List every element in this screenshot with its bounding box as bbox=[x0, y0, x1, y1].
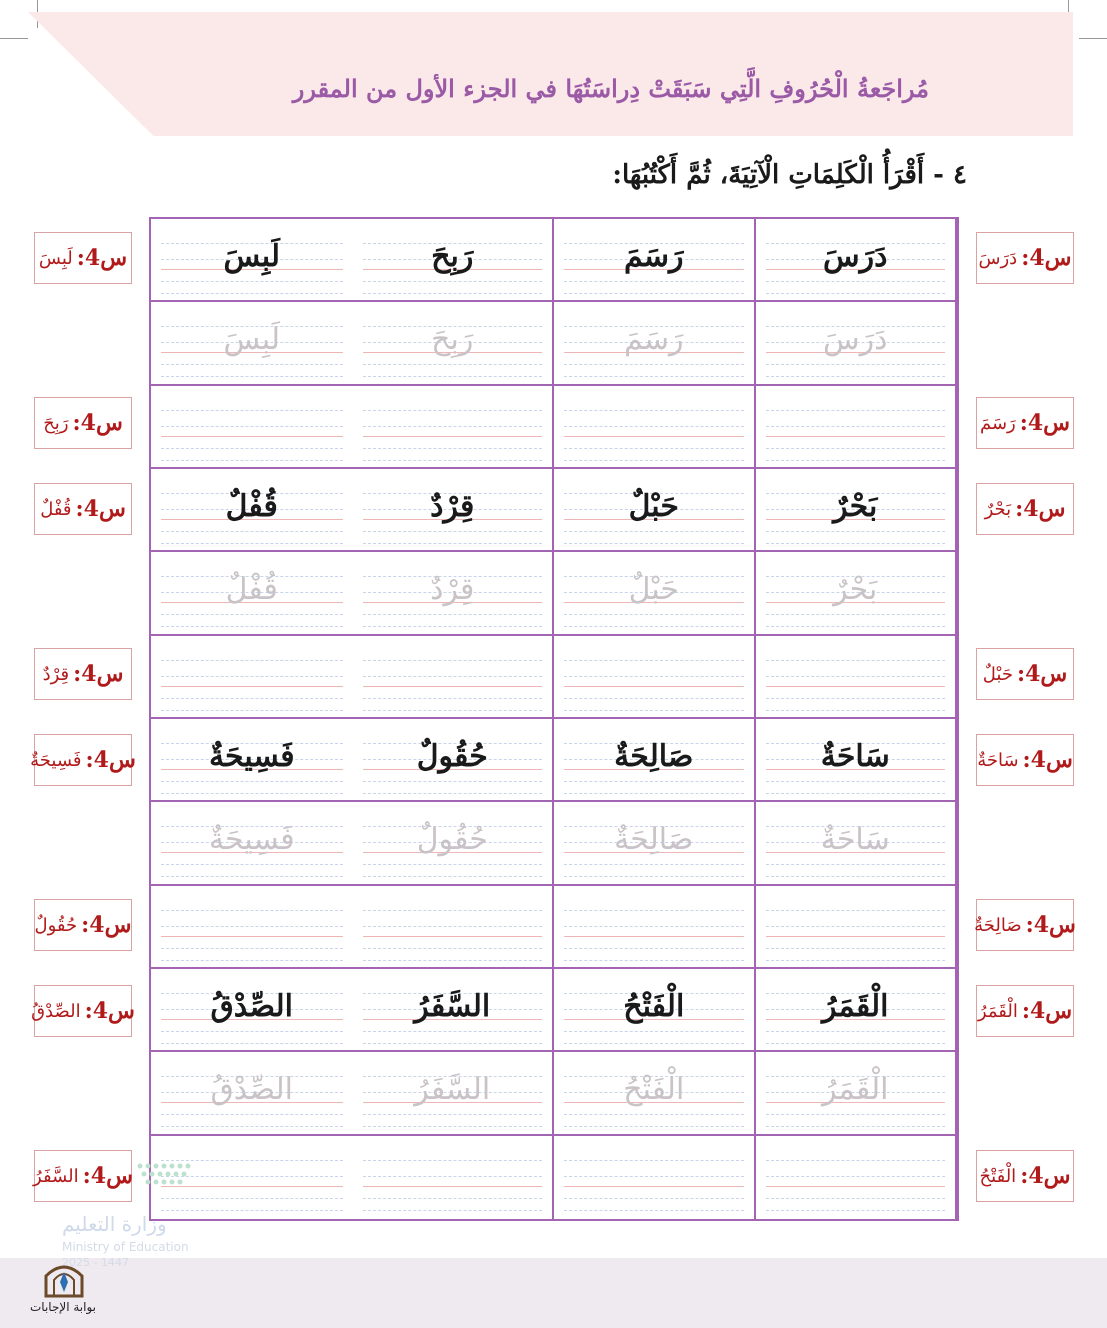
word-cell bbox=[554, 969, 756, 1052]
answer-label bbox=[976, 899, 1074, 951]
writing-cell[interactable] bbox=[151, 386, 353, 469]
reading-word: صَالِحَةٌ bbox=[614, 739, 694, 774]
word-cell bbox=[353, 469, 555, 552]
guide-line bbox=[766, 281, 946, 282]
reading-word: حَبْلٌ bbox=[628, 489, 679, 524]
guide-line bbox=[363, 614, 543, 615]
word-cell bbox=[151, 219, 353, 302]
answer-question-number: س4: bbox=[1021, 245, 1072, 271]
writing-cell[interactable] bbox=[353, 886, 555, 969]
guide-line bbox=[564, 426, 744, 427]
guide-line bbox=[766, 1210, 946, 1211]
guide-line bbox=[564, 531, 744, 532]
guide-line bbox=[766, 936, 946, 937]
guide-line bbox=[564, 1114, 744, 1115]
ministry-logo-icon bbox=[130, 1160, 200, 1190]
reading-word: قُفْلٌ bbox=[225, 489, 278, 524]
guide-line bbox=[766, 793, 946, 794]
answer-question-number: س4: bbox=[81, 912, 132, 938]
word-cell bbox=[756, 1052, 958, 1135]
answer-label bbox=[34, 397, 132, 449]
guide-line bbox=[363, 676, 543, 677]
answer-word: الْقَمَرُ bbox=[977, 1000, 1018, 1022]
guide-line bbox=[766, 1114, 946, 1115]
guide-line bbox=[766, 876, 946, 877]
guide-line bbox=[564, 460, 744, 461]
guide-line bbox=[161, 926, 343, 927]
writing-cell[interactable] bbox=[353, 386, 555, 469]
word-cell bbox=[554, 552, 756, 635]
tracing-word: السَّفَرُ bbox=[414, 1072, 491, 1108]
crop-mark bbox=[0, 38, 28, 39]
word-cell bbox=[151, 552, 353, 635]
answer-question-number: س4: bbox=[72, 410, 123, 436]
guide-line bbox=[363, 960, 543, 961]
reading-word: فَسِيحَةٌ bbox=[208, 739, 295, 774]
word-cell bbox=[554, 1052, 756, 1135]
guide-line bbox=[363, 686, 543, 687]
tracing-word: فَسِيحَةٌ bbox=[208, 822, 295, 858]
guide-line bbox=[363, 793, 543, 794]
guide-line bbox=[363, 1198, 543, 1199]
word-cell bbox=[353, 719, 555, 802]
tracing-word: قُفْلٌ bbox=[225, 572, 278, 608]
ministry-year: 2025 - 1447 bbox=[62, 1256, 129, 1269]
guide-line bbox=[363, 698, 543, 699]
guide-line bbox=[564, 281, 744, 282]
answer-label bbox=[34, 1150, 132, 1202]
guide-line bbox=[161, 460, 343, 461]
answer-word: قُفْلٌ bbox=[40, 498, 72, 520]
reading-word: سَاحَةٌ bbox=[820, 739, 890, 774]
answer-word: الْفَتْحُ bbox=[979, 1165, 1017, 1187]
guide-line bbox=[161, 936, 343, 937]
word-cell bbox=[756, 719, 958, 802]
answer-word: لَبِسَ bbox=[38, 247, 73, 269]
guide-line bbox=[161, 864, 343, 865]
reading-word: الْفَتْحُ bbox=[623, 989, 685, 1024]
word-cell bbox=[756, 219, 958, 302]
word-cell bbox=[151, 969, 353, 1052]
guide-line bbox=[766, 1186, 946, 1187]
guide-line bbox=[363, 410, 543, 411]
guide-line bbox=[564, 293, 744, 294]
guide-line bbox=[363, 1043, 543, 1044]
writing-cell[interactable] bbox=[554, 886, 756, 969]
guide-line bbox=[363, 448, 543, 449]
guide-line bbox=[161, 448, 343, 449]
word-cell bbox=[353, 302, 555, 385]
guide-line bbox=[564, 364, 744, 365]
guide-line bbox=[766, 410, 946, 411]
reading-word: الْقَمَرُ bbox=[821, 989, 889, 1024]
guide-line bbox=[564, 781, 744, 782]
guide-line bbox=[766, 376, 946, 377]
banner-title: مُراجَعةُ الْحُرُوفِ الَّتِي سَبَقَتْ دِراسَتُهَا في الجزء الأول من المقرر bbox=[292, 74, 929, 103]
guide-line bbox=[161, 1126, 343, 1127]
word-cell bbox=[353, 219, 555, 302]
answer-question-number: س4: bbox=[85, 747, 136, 773]
word-cell bbox=[151, 1052, 353, 1135]
guide-line bbox=[564, 1198, 744, 1199]
guide-line bbox=[766, 781, 946, 782]
guide-line bbox=[161, 876, 343, 877]
guide-line bbox=[766, 910, 946, 911]
guide-line bbox=[564, 960, 744, 961]
guide-line bbox=[161, 1043, 343, 1044]
guide-line bbox=[564, 543, 744, 544]
guide-line bbox=[363, 710, 543, 711]
guide-line bbox=[766, 614, 946, 615]
guide-line bbox=[766, 926, 946, 927]
writing-grid bbox=[149, 217, 959, 1221]
answer-question-number: س4: bbox=[1019, 410, 1071, 436]
guide-line bbox=[766, 543, 946, 544]
guide-line bbox=[363, 436, 543, 437]
writing-cell[interactable] bbox=[554, 1136, 756, 1219]
word-cell bbox=[353, 802, 555, 885]
guide-line bbox=[363, 660, 543, 661]
reading-word: لَبِسَ bbox=[223, 239, 280, 274]
guide-line bbox=[766, 948, 946, 949]
guide-line bbox=[363, 1160, 543, 1161]
guide-line bbox=[766, 686, 946, 687]
guide-line bbox=[363, 531, 543, 532]
brand-name: بوابة الإجابات bbox=[30, 1300, 97, 1314]
guide-line bbox=[766, 531, 946, 532]
word-cell bbox=[756, 802, 958, 885]
reading-word: رَبِحَ bbox=[431, 239, 474, 274]
guide-line bbox=[564, 1176, 744, 1177]
guide-line bbox=[363, 864, 543, 865]
guide-line bbox=[161, 1210, 343, 1211]
guide-line bbox=[766, 1160, 946, 1161]
guide-line bbox=[564, 410, 744, 411]
word-cell bbox=[353, 552, 555, 635]
reading-word: السَّفَرُ bbox=[414, 989, 491, 1024]
word-cell bbox=[554, 802, 756, 885]
reading-word: حُقُولٌ bbox=[416, 739, 488, 774]
answer-word: صَالِحَةٌ bbox=[974, 914, 1022, 936]
guide-line bbox=[161, 960, 343, 961]
guide-line bbox=[564, 1043, 744, 1044]
tracing-word: رَسَمَ bbox=[623, 322, 684, 358]
guide-line bbox=[363, 876, 543, 877]
guide-line bbox=[564, 686, 744, 687]
reading-word: الصِّدْقُ bbox=[210, 989, 293, 1024]
tracing-word: الْفَتْحُ bbox=[623, 1072, 685, 1108]
guide-line bbox=[363, 281, 543, 282]
guide-line bbox=[363, 1114, 543, 1115]
writing-cell[interactable] bbox=[554, 636, 756, 719]
guide-line bbox=[564, 1186, 744, 1187]
writing-cell[interactable] bbox=[756, 386, 958, 469]
guide-line bbox=[363, 293, 543, 294]
answer-question-number: س4: bbox=[1020, 1163, 1071, 1189]
word-cell bbox=[151, 802, 353, 885]
guide-line bbox=[766, 710, 946, 711]
guide-line bbox=[766, 676, 946, 677]
guide-line bbox=[161, 281, 343, 282]
tracing-word: الصِّدْقُ bbox=[210, 1072, 293, 1108]
answer-word: دَرَسَ bbox=[978, 247, 1018, 269]
answer-word: رَبِحَ bbox=[43, 412, 69, 434]
answer-word: حَبْلٌ bbox=[982, 663, 1013, 685]
guide-line bbox=[564, 626, 744, 627]
guide-line bbox=[564, 926, 744, 927]
page-footer bbox=[0, 1258, 1107, 1328]
answer-word: الصِّدْقُ bbox=[31, 1000, 81, 1022]
guide-line bbox=[564, 1126, 744, 1127]
answer-question-number: س4: bbox=[82, 1163, 133, 1189]
answer-label bbox=[34, 648, 132, 700]
guide-line bbox=[766, 864, 946, 865]
guide-line bbox=[161, 436, 343, 437]
guide-line bbox=[161, 364, 343, 365]
guide-line bbox=[363, 376, 543, 377]
guide-line bbox=[766, 364, 946, 365]
word-cell bbox=[554, 469, 756, 552]
tracing-word: بَحْرٌ bbox=[833, 572, 878, 608]
guide-line bbox=[161, 1114, 343, 1115]
guide-line bbox=[363, 1176, 543, 1177]
guide-line bbox=[564, 1031, 744, 1032]
tracing-word: دَرَسَ bbox=[823, 322, 888, 358]
guide-line bbox=[564, 660, 744, 661]
answer-label bbox=[34, 899, 132, 951]
guide-line bbox=[766, 626, 946, 627]
guide-line bbox=[161, 626, 343, 627]
guide-line bbox=[766, 460, 946, 461]
guide-line bbox=[161, 793, 343, 794]
guide-line bbox=[564, 936, 744, 937]
word-cell bbox=[756, 552, 958, 635]
writing-cell[interactable] bbox=[756, 1136, 958, 1219]
guide-line bbox=[766, 436, 946, 437]
guide-line bbox=[766, 448, 946, 449]
tracing-word: صَالِحَةٌ bbox=[614, 822, 694, 858]
tracing-word: سَاحَةٌ bbox=[820, 822, 890, 858]
word-cell bbox=[756, 302, 958, 385]
guide-line bbox=[161, 710, 343, 711]
word-cell bbox=[151, 469, 353, 552]
guide-line bbox=[766, 426, 946, 427]
guide-line bbox=[161, 531, 343, 532]
guide-line bbox=[161, 1031, 343, 1032]
answer-word: رَسَمَ bbox=[979, 412, 1016, 434]
answer-question-number: س4: bbox=[76, 245, 128, 271]
answer-label bbox=[976, 648, 1074, 700]
answer-question-number: س4: bbox=[1016, 661, 1068, 687]
guide-line bbox=[766, 1126, 946, 1127]
tracing-word: الْقَمَرُ bbox=[821, 1072, 889, 1108]
guide-line bbox=[564, 876, 744, 877]
guide-line bbox=[766, 1031, 946, 1032]
answer-question-number: س4: bbox=[1015, 496, 1066, 522]
guide-line bbox=[564, 910, 744, 911]
word-cell bbox=[756, 469, 958, 552]
guide-line bbox=[564, 1210, 744, 1211]
guide-line bbox=[564, 436, 744, 437]
answer-word: بَحْرٌ bbox=[984, 498, 1012, 520]
guide-line bbox=[161, 426, 343, 427]
question-heading: ٤ - أَقْرَأُ الْكَلِمَاتِ الْآتِيَةَ، ثُمَّ أَكْتُبُهَا: bbox=[612, 160, 967, 190]
tracing-word: حَبْلٌ bbox=[628, 572, 679, 608]
word-cell bbox=[554, 302, 756, 385]
guide-line bbox=[564, 793, 744, 794]
word-cell bbox=[151, 302, 353, 385]
tracing-word: قِرْدٌ bbox=[430, 572, 475, 608]
reading-word: دَرَسَ bbox=[823, 239, 888, 274]
guide-line bbox=[363, 1210, 543, 1211]
guide-line bbox=[363, 926, 543, 927]
answer-word: سَاحَةٌ bbox=[977, 749, 1019, 771]
guide-line bbox=[564, 376, 744, 377]
guide-line bbox=[363, 1031, 543, 1032]
guide-line bbox=[766, 960, 946, 961]
answer-question-number: س4: bbox=[1021, 998, 1073, 1024]
writing-cell[interactable] bbox=[151, 636, 353, 719]
guide-line bbox=[161, 543, 343, 544]
writing-cell[interactable] bbox=[353, 1136, 555, 1219]
guide-line bbox=[161, 948, 343, 949]
guide-line bbox=[564, 864, 744, 865]
guide-line bbox=[161, 660, 343, 661]
reading-word: قِرْدٌ bbox=[430, 489, 475, 524]
writing-cell[interactable] bbox=[554, 386, 756, 469]
word-cell bbox=[353, 969, 555, 1052]
answer-label bbox=[34, 232, 132, 284]
guide-line bbox=[766, 698, 946, 699]
answer-word: السَّفَرُ bbox=[33, 1165, 79, 1187]
reading-word: بَحْرٌ bbox=[833, 489, 878, 524]
answer-label bbox=[976, 397, 1074, 449]
word-cell bbox=[756, 969, 958, 1052]
guide-line bbox=[161, 293, 343, 294]
word-cell bbox=[353, 1052, 555, 1135]
guide-line bbox=[363, 1126, 543, 1127]
guide-line bbox=[161, 698, 343, 699]
word-cell bbox=[554, 219, 756, 302]
guide-line bbox=[161, 686, 343, 687]
answer-label bbox=[34, 483, 132, 535]
brand-logo-icon bbox=[28, 1256, 100, 1300]
guide-line bbox=[564, 1160, 744, 1161]
guide-line bbox=[161, 614, 343, 615]
ministry-name-english: Ministry of Education bbox=[62, 1240, 189, 1254]
guide-line bbox=[363, 910, 543, 911]
answer-question-number: س4: bbox=[73, 661, 124, 687]
guide-line bbox=[363, 1186, 543, 1187]
guide-line bbox=[363, 543, 543, 544]
guide-line bbox=[363, 460, 543, 461]
crop-mark bbox=[1079, 38, 1107, 39]
guide-line bbox=[766, 1043, 946, 1044]
answer-word: فَسِيحَةٌ bbox=[30, 749, 82, 771]
answer-label bbox=[976, 985, 1074, 1037]
guide-line bbox=[161, 410, 343, 411]
guide-line bbox=[363, 626, 543, 627]
guide-line bbox=[564, 948, 744, 949]
guide-line bbox=[766, 293, 946, 294]
reading-word: رَسَمَ bbox=[623, 239, 684, 274]
guide-line bbox=[564, 710, 744, 711]
guide-line bbox=[564, 698, 744, 699]
guide-line bbox=[161, 676, 343, 677]
ministry-name-arabic: وزارة التعليم bbox=[62, 1212, 167, 1236]
answer-question-number: س4: bbox=[1022, 747, 1073, 773]
tracing-word: لَبِسَ bbox=[223, 322, 280, 358]
writing-cell[interactable] bbox=[151, 886, 353, 969]
guide-line bbox=[363, 364, 543, 365]
writing-cell[interactable] bbox=[756, 636, 958, 719]
guide-line bbox=[766, 660, 946, 661]
answer-word: حُقُولٌ bbox=[34, 914, 78, 936]
guide-line bbox=[766, 1198, 946, 1199]
guide-line bbox=[161, 376, 343, 377]
guide-line bbox=[564, 614, 744, 615]
word-cell bbox=[554, 719, 756, 802]
guide-line bbox=[766, 1176, 946, 1177]
guide-line bbox=[161, 781, 343, 782]
writing-cell[interactable] bbox=[353, 636, 555, 719]
answer-label bbox=[976, 232, 1074, 284]
writing-cell[interactable] bbox=[756, 886, 958, 969]
guide-line bbox=[564, 676, 744, 677]
answer-question-number: س4: bbox=[75, 496, 126, 522]
answer-label bbox=[31, 985, 135, 1037]
answer-question-number: س4: bbox=[1025, 912, 1076, 938]
answer-label bbox=[976, 734, 1074, 786]
guide-line bbox=[564, 448, 744, 449]
answer-label bbox=[976, 1150, 1074, 1202]
word-cell bbox=[151, 719, 353, 802]
guide-line bbox=[363, 948, 543, 949]
answer-label bbox=[30, 734, 136, 786]
answer-question-number: س4: bbox=[84, 998, 135, 1024]
guide-line bbox=[161, 910, 343, 911]
answer-label bbox=[976, 483, 1074, 535]
guide-line bbox=[161, 1198, 343, 1199]
answer-word: قِرْدٌ bbox=[42, 663, 70, 685]
tracing-word: حُقُولٌ bbox=[416, 822, 488, 858]
guide-line bbox=[363, 426, 543, 427]
tracing-word: رَبِحَ bbox=[431, 322, 474, 358]
guide-line bbox=[363, 936, 543, 937]
guide-line bbox=[363, 781, 543, 782]
